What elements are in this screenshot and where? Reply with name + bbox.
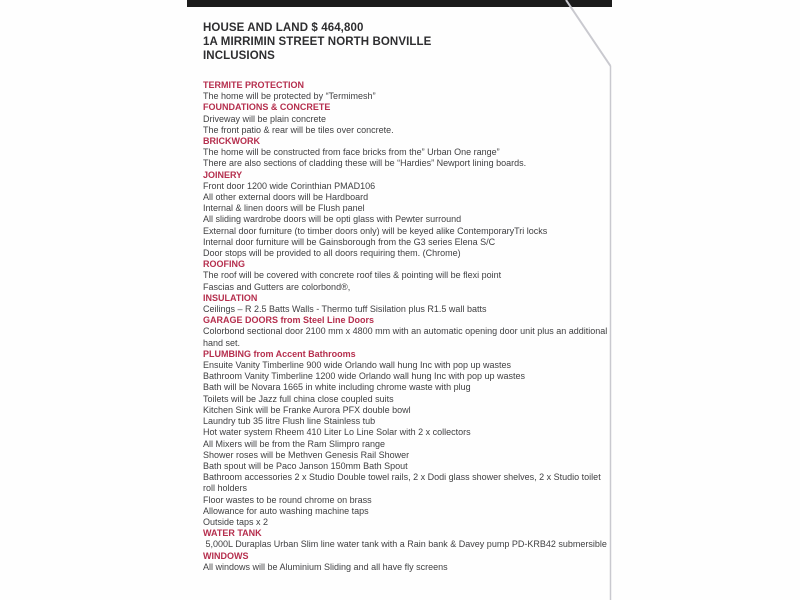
section-line: Laundry tub 35 litre Flush line Stainless tub <box>203 416 376 427</box>
section-line: External door furniture (to timber doors only) will be keyed alike ContemporaryTri locks <box>203 225 548 236</box>
section-line: All other external doors will be Hardboard <box>203 192 369 203</box>
section-line: roll holders <box>203 483 248 494</box>
section-line: Door stops will be provided to all doors requiring them. (Chrome) <box>203 248 461 259</box>
document-title <box>203 21 613 63</box>
section-line: Bathroom accessories 2 x Studio Double towel rails, 2 x Dodi glass shower shelves, 2 x Studio toilet <box>203 472 601 483</box>
section-heading: WATER TANK <box>203 528 262 539</box>
section-line: Driveway will be plain concrete <box>203 113 327 124</box>
section-line: The roof will be covered with concrete roof tiles & pointing will be flexi point <box>203 270 502 281</box>
section-line: Hot water system Rheem 410 Liter Lo Line Solar with 2 x collectors <box>203 427 471 438</box>
title-line: 1A MIRRIMIN STREET NORTH BONVILLE <box>203 36 432 48</box>
section-line: There are also sections of cladding these will be “Hardies” Newport lining boards. <box>203 158 527 169</box>
section-line: Bath will be Novara 1665 in white including chrome waste with plug <box>203 382 471 393</box>
section-line: The home will be constructed from face bricks from the” Urban One range” <box>203 147 500 158</box>
section-line: Bathroom Vanity Timberline 1200 wide Orlando wall hung Inc with pop up wastes <box>203 371 526 382</box>
section-line: All windows will be Aluminium Sliding and all have fly screens <box>203 561 448 572</box>
section-line: Front door 1200 wide Corinthian PMAD106 <box>203 180 376 191</box>
section-line: 5,000L Duraplas Urban Slim line water tank with a Rain bank & Davey pump PD-KRB42 submersible <box>203 539 607 550</box>
section-line: Kitchen Sink will be Franke Aurora PFX double bowl <box>203 404 411 415</box>
section-line: Bath spout will be Paco Janson 150mm Bath Spout <box>203 460 408 471</box>
section-line: hand set. <box>203 337 241 348</box>
section-heading: WINDOWS <box>203 550 249 561</box>
section-line: Ensuite Vanity Timberline 900 wide Orlando wall hung Inc with pop up wastes <box>203 360 512 371</box>
section-line: All Mixers will be from the Ram Slimpro range <box>203 438 386 449</box>
section-heading: ROOFING <box>203 259 245 270</box>
document-content <box>203 21 613 573</box>
inclusions-sections <box>203 80 613 573</box>
section-line: Colorbond sectional door 2100 mm x 4800 mm with an automatic opening door unit plus an additional <box>203 326 608 337</box>
section-line: Shower roses will be Methven Genesis Rail Shower <box>203 449 410 460</box>
section-line: The front patio & rear will be tiles over concrete. <box>203 124 394 135</box>
section-line: Floor wastes to be round chrome on brass <box>203 494 372 505</box>
title-line: HOUSE AND LAND $ 464,800 <box>203 22 364 34</box>
section-line: Allowance for auto washing machine taps <box>203 505 369 516</box>
section-line: Ceilings – R 2.5 Batts Walls - Thermo tuff Sisilation plus R1.5 wall batts <box>203 304 487 315</box>
section-line: The home will be protected by “Termimesh” <box>203 91 376 102</box>
title-line: INCLUSIONS <box>203 50 275 62</box>
section-heading: GARAGE DOORS from Steel Line Doors <box>203 315 375 326</box>
section-line: All sliding wardrobe doors will be opti glass with Pewter surround <box>203 214 462 225</box>
section-line: Outside taps x 2 <box>203 516 269 527</box>
section-heading: FOUNDATIONS & CONCRETE <box>203 102 331 113</box>
section-line: Toilets will be Jazz full china close coupled suits <box>203 393 394 404</box>
section-heading: TERMITE PROTECTION <box>203 80 304 90</box>
section-heading: INSULATION <box>203 292 258 303</box>
section-heading: PLUMBING from Accent Bathrooms <box>203 348 356 359</box>
section-line: Internal & linen doors will be Flush panel <box>203 203 365 214</box>
section-line: Fascias and Gutters are colorbond®, <box>203 281 351 292</box>
section-line: Internal door furniture will be Gainsborough from the G3 series Elena S/C <box>203 236 496 247</box>
scan-top-edge-band <box>187 0 612 7</box>
section-heading: JOINERY <box>203 169 243 180</box>
section-heading: BRICKWORK <box>203 136 260 147</box>
